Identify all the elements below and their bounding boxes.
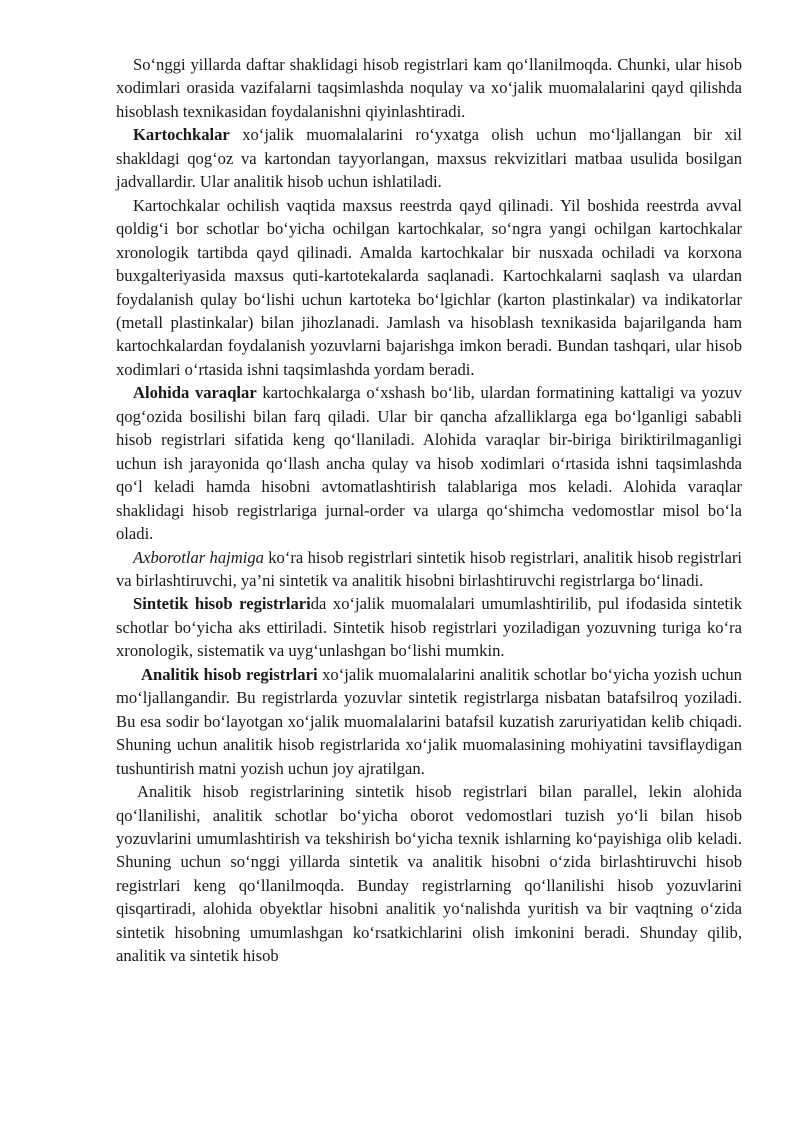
paragraph-text: So‘nggi yillarda daftar shaklidagi hisob registrlari kam qo‘llanilmoqda. Chunki, ular hisob xodimlari orasida vazifalarni taqsimlashda noqulay va xo‘jalik muomalalarini qayd qilishda hisoblash texnikasidan foydalanishni qiyinlashtiradi.	[116, 55, 742, 121]
paragraph-text: xo‘jalik muomalalarini ro‘yxatga olish uchun mo‘ljallangan bir xil shakldagi qog‘oz va kartondan tayyorlangan, maxsus rekvizitlari matbaa usulida bosilgan jadvallardir. Ular analitik hisob uchun ishlatiladi.	[116, 125, 742, 192]
paragraph-axborotlar-hajmi	[116, 546, 742, 593]
term-analitik-hisob-registrlari: Analitik hisob registrlari	[141, 664, 318, 684]
paragraph-kartochkalar	[116, 123, 742, 193]
paragraph-daftar-registrlar	[116, 53, 742, 123]
paragraph-sintetik-registrlar	[116, 592, 742, 662]
paragraph-text: ko‘ra hisob registrlari sintetik hisob registrlari, analitik hisob registrlari va birlashtiruvchi, ya’ni sintetik va analitik hisobni birlashtiruvchi registrlarga bo‘linadi.	[116, 547, 743, 590]
term-alohida-varaqlar: Alohida varaqlar	[133, 383, 257, 403]
term-kartochkalar: Kartochkalar	[133, 125, 230, 145]
document-body	[116, 53, 742, 968]
paragraph-text: da xo‘jalik muomalalari umumlashtirilib, pul ifodasida sintetik schotlar bo‘yicha aks ettiriladi. Sintetik hisob registrlari yoziladigan yozuvning turiga ko‘ra xronologik, sistematik va uyg‘unlashgan bo‘lishi mumkin.	[116, 594, 743, 661]
paragraph-alohida-varaqlar	[116, 381, 742, 545]
paragraph-text: xo‘jalik muomalalarini analitik schotlar bo‘yicha yozish uchun mo‘ljallangandir. Bu registrlarda yozuvlar sintetik registrlarga nisbatan batafsilroq yoziladi. Bu esa sodir bo‘layotgan xo‘jalik muomalalarini batafsil kuzatish zaruriyatidan kelib chiqadi. Shuning uchun analitik hisob registrlarida xo‘jalik muomalasining mohiyatini tavsiflaydigan tushuntirish matni yozish uchun joy ajratilgan.	[116, 664, 742, 778]
paragraph-text: kartochkalarga o‘xshash bo‘lib, ulardan formatining kattaligi va yozuv qog‘ozida bosilishi bilan farq qiladi. Ular bir qancha afzalliklarga ega bo‘lganligi sababli hisob registrlari sifatida keng qo‘llaniladi. Alohida varaqlar bir-biriga biriktirilmaganligi uchun ish jarayonida qo‘llash ancha qulay va hisob xodimlari o‘rtasida ishni taqsimlashda qo‘l keladi hamda hisobni avtomatlashtirish talablariga mos keladi. Alohida varaqlar shaklidagi hisob registrlariga jurnal-order va ularga qo‘shimcha vedomostlar misol bo‘la oladi.	[116, 383, 742, 544]
paragraph-text: Kartochkalar ochilish vaqtida maxsus reestrda qayd qilinadi. Yil boshida reestrda avval qoldig‘i bor schotlar bo‘yicha ochilgan kartochkalar, so‘ngra yangi ochilgan kartochkalar xronologik tartibda qayd qilinadi. Amalda kartochkalar bir nusxada ochiladi va korxona buxgalteriyasida maxsus quti-kartotekalarda saqlanadi. Kartochkalarni saqlash va ulardan foydalanish qulay bo‘lishi uchun kartoteka bo‘lgichlar (karton plastinkalar) va indikatorlar (metall plastinkalar) bilan jihozlanadi. Jamlash va hisoblash texnikasida bajarilganda ham kartochkalardan foydalanish yozuvlarni bajarishga imkon beradi. Bundan tashqari, ular hisob xodimlari o‘rtasida ishni taqsimlashda yordam beradi.	[116, 195, 742, 379]
paragraph-text: Analitik hisob registrlarining sintetik hisob registrlari bilan parallel, lekin alohida qo‘llanilishi, analitik schotlar bo‘yicha oborot vedomostlari tuzish yo‘li bilan hisob yozuvlarini umumlashtirish va tekshirish bo‘yicha texnik ishlarning ko‘payishiga olib keladi. Shuning uchun so‘nggi yillarda sintetik va analitik hisobni o‘zida birlashtiruvchi hisob registrlari keng qo‘llanilmoqda. Bunday registrlarning qo‘llanilishi hisob yozuvlarini qisqartiradi, alohida obyektlar hisobni analitik yo‘nalishda yuritish va bir vaqtning o‘zida sintetik hisobning umumlashgan ko‘rsatkichlarini olish imkonini beradi. Shunday qilib, analitik va sintetik hisob	[116, 782, 742, 966]
term-axborotlar-hajmiga: Axborotlar hajmiga	[133, 547, 264, 567]
term-sintetik-hisob-registrlari: Sintetik hisob registrlari	[133, 594, 311, 614]
paragraph-kartochkalar-reestr	[116, 194, 742, 382]
paragraph-analitik-registrlar	[116, 663, 742, 780]
paragraph-birlashtiruvchi-registrlar	[116, 780, 742, 968]
